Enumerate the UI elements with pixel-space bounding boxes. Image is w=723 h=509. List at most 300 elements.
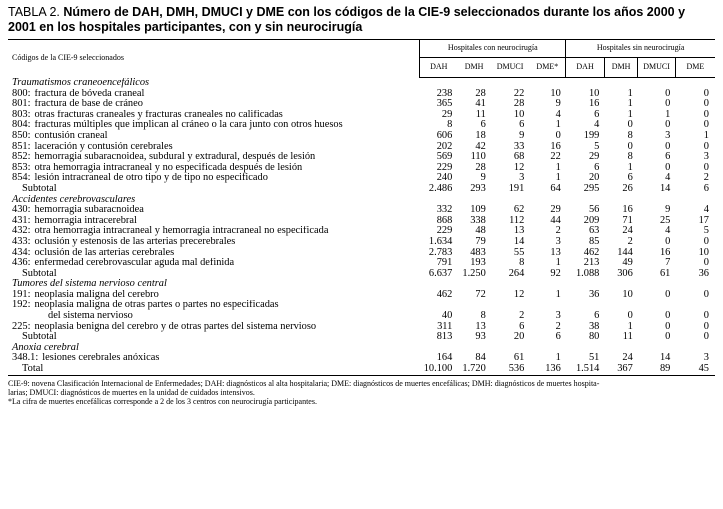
value-cell: 79 [475, 236, 486, 247]
value-cell: 9 [519, 130, 525, 141]
value-cell: 16 [659, 247, 671, 258]
icd-description: otra hemorragia intracraneal y hemorragia intracraneal no especificada [34, 226, 329, 237]
value-cell: 7 [665, 258, 671, 269]
row-label-header: Códigos de la CIE-9 seleccionados [8, 40, 420, 78]
table-row [8, 110, 715, 121]
code-cell [8, 89, 420, 100]
value-cell: 462 [583, 247, 600, 258]
value-cell: 8 [447, 120, 453, 131]
table-row [8, 353, 715, 364]
icd-code: 431: [12, 215, 31, 226]
value-cell: 0 [665, 321, 671, 332]
table-title: Número de DAH, DMH, DMUCI y DME con los códigos de la CIE-9 seleccionados durante los años 2000 y 2001 en los hospitales participantes, con y sin neurocirugía [8, 5, 686, 34]
icd-description: hemorragia intracerebral [34, 215, 137, 226]
value-cell: 0 [665, 141, 671, 152]
icd-code: 348.1: [12, 353, 39, 364]
table-body [8, 78, 715, 376]
code-cell [8, 237, 420, 248]
value-cell: 8 [519, 258, 525, 269]
value-cell: 22 [550, 152, 561, 163]
value-cell: 40 [441, 311, 453, 322]
value-cell: 89 [638, 364, 676, 375]
value-cell: 92 [550, 268, 561, 279]
table-caption [8, 5, 715, 35]
code-cell [8, 142, 420, 153]
category-row [8, 279, 715, 290]
value-cell: 26 [622, 183, 633, 194]
code-cell [8, 120, 420, 131]
icd-code: 436: [12, 258, 31, 269]
value-cell: 0 [703, 332, 709, 343]
value-cell: 6 [480, 120, 486, 131]
value-cell: 6 [594, 162, 600, 173]
value-cell: 483 [470, 247, 486, 258]
value-cell: 8 [627, 130, 633, 141]
column-header: DAH [420, 58, 458, 78]
icd-code: 804: [12, 120, 31, 131]
footnote-dme: *La cifra de muertes encefálicas corresponde a 2 de los 3 centros con neurocirugía participantes. [8, 397, 317, 407]
value-cell: 112 [509, 215, 525, 226]
subtotal-row [8, 269, 715, 280]
value-cell: 12 [513, 162, 525, 173]
value-cell: 0 [665, 332, 671, 343]
value-cell: 1 [555, 353, 561, 364]
value-cell: 44 [550, 215, 561, 226]
value-cell: 5 [703, 226, 709, 237]
icd-description: neoplasia maligna de otras partes o partes no especificadas [34, 300, 279, 311]
footnote-abbreviations: CIE-9: novena Clasificación Internacional de Enfermedades; DAH: diagnósticos al alta hospitalaria; DME: diagnósticos de muertes encefálicas; DMH: diagnósticos de muertes hospita- [8, 378, 600, 388]
value-cell: 6 [594, 109, 600, 120]
value-cell: 229 [436, 162, 453, 173]
empty-cell [491, 300, 530, 311]
value-cell: 0 [703, 99, 709, 110]
value-cell: 93 [475, 332, 486, 343]
value-cell: 1 [627, 88, 633, 99]
value-cell: 29 [550, 205, 561, 216]
value-cell: 10 [513, 109, 525, 120]
value-cell: 1.088 [575, 268, 600, 279]
value-cell: 48 [475, 226, 486, 237]
value-cell: 306 [617, 268, 633, 279]
value-cell: 12 [513, 289, 525, 300]
value-cell: 868 [436, 215, 453, 226]
empty-cell [604, 300, 637, 311]
value-cell: 29 [588, 152, 600, 163]
value-cell: 0 [703, 141, 709, 152]
value-cell: 1 [627, 321, 633, 332]
code-cell [8, 353, 420, 364]
empty-cell [529, 300, 566, 311]
icd-code: 191: [12, 289, 31, 300]
value-cell: 229 [436, 226, 453, 237]
column-header: DME* [529, 58, 566, 78]
empty-cell [420, 300, 458, 311]
column-header: DMUCI [638, 58, 676, 78]
value-cell: 2 [555, 321, 561, 332]
value-cell: 33 [513, 141, 525, 152]
value-cell: 6 [519, 120, 525, 131]
value-cell: 5 [594, 141, 600, 152]
code-cell [8, 322, 420, 333]
category-title: Anoxia cerebral [12, 342, 79, 353]
icd-code: 850: [12, 130, 31, 141]
value-cell: 10 [622, 289, 633, 300]
icd-description: enfermedad cerebrovascular aguda mal definida [34, 258, 235, 269]
value-cell: 136 [529, 364, 566, 375]
value-cell: 8 [627, 152, 633, 163]
value-cell: 213 [583, 258, 600, 269]
icd-code: 852: [12, 152, 31, 163]
value-cell: 17 [698, 215, 709, 226]
value-cell: 144 [617, 247, 633, 258]
value-cell: 1 [555, 120, 561, 131]
value-cell: 0 [703, 258, 709, 269]
value-cell: 4 [665, 226, 671, 237]
subtotal-label: Total [8, 364, 420, 375]
value-cell: 240 [436, 173, 453, 184]
icd-description: lesiones cerebrales anóxicas [42, 353, 160, 364]
value-cell: 6 [519, 321, 525, 332]
icd-description-cont: del sistema nervioso [48, 311, 133, 322]
value-cell: 0 [665, 120, 671, 131]
subtotal-label: Subtotal [22, 183, 57, 194]
value-cell: 11 [475, 109, 486, 120]
empty-cell [566, 300, 605, 311]
value-cell: 1 [627, 162, 633, 173]
value-cell: 64 [550, 183, 561, 194]
table-row [8, 300, 715, 311]
icd-description: lesión intracraneal de otro tipo y de tipo no especificado [34, 173, 268, 184]
value-cell: 199 [583, 130, 600, 141]
value-cell: 0 [627, 311, 633, 322]
value-cell: 0 [665, 99, 671, 110]
table-row [8, 258, 715, 269]
value-cell: 202 [436, 141, 453, 152]
value-cell: 20 [513, 332, 525, 343]
value-cell: 1 [555, 258, 561, 269]
footnotes [8, 379, 715, 407]
code-cell [8, 163, 420, 174]
value-cell: 295 [583, 183, 600, 194]
value-cell: 0 [627, 141, 633, 152]
value-cell: 6 [594, 311, 600, 322]
icd-description: otra hemorragia intracraneal y no especificada después de lesión [34, 162, 303, 173]
group-header-without-neurosurgery: Hospitales sin neurocirugía [566, 40, 715, 58]
value-cell: 0 [665, 311, 671, 322]
value-cell: 238 [436, 88, 453, 99]
code-cell [8, 152, 420, 163]
value-cell: 2.486 [428, 183, 453, 194]
value-cell: 42 [475, 141, 486, 152]
table-row [8, 205, 715, 216]
icd-description: fractura de bóveda craneal [34, 88, 145, 99]
code-cell [8, 258, 420, 269]
code-cell [8, 300, 420, 311]
value-cell: 13 [513, 226, 525, 237]
value-cell: 311 [437, 321, 453, 332]
value-cell: 36 [698, 268, 709, 279]
table-row-continuation [8, 311, 715, 322]
icd-code: 225: [12, 321, 31, 332]
icd-description: hemorragia subaracnoidea, subdural y extradural, después de lesión [34, 152, 316, 163]
data-table [8, 39, 715, 376]
value-cell: 293 [470, 183, 486, 194]
group-header-with-neurosurgery: Hospitales con neurocirugía [420, 40, 566, 58]
value-cell: 14 [659, 353, 671, 364]
table-row [8, 226, 715, 237]
value-cell: 51 [588, 353, 600, 364]
total-row [8, 364, 715, 375]
value-cell: 29 [441, 109, 453, 120]
value-cell: 1 [665, 109, 671, 120]
icd-description: neoplasia benigna del cerebro y de otras partes del sistema nervioso [34, 321, 317, 332]
value-cell: 6 [665, 152, 671, 163]
value-cell: 2.783 [428, 247, 453, 258]
icd-code: 803: [12, 109, 31, 120]
column-header: DMH [604, 58, 637, 78]
table-number: TABLA 2. [8, 5, 60, 19]
value-cell: 61 [513, 353, 525, 364]
value-cell: 164 [436, 353, 453, 364]
value-cell: 24 [622, 353, 633, 364]
code-cell [8, 99, 420, 110]
value-cell: 38 [588, 321, 600, 332]
value-cell: 569 [436, 152, 453, 163]
table-row [8, 89, 715, 100]
value-cell: 1 [627, 99, 633, 110]
table-row [8, 173, 715, 184]
footnote-abbreviations-cont: larias; DMUCI: diagnósticos de muertes en la unidad de cuidados intensivos. [8, 387, 255, 397]
table-row [8, 216, 715, 227]
value-cell: 264 [508, 268, 525, 279]
table-row [8, 163, 715, 174]
value-cell: 11 [622, 332, 633, 343]
value-cell: 84 [475, 353, 486, 364]
value-cell: 606 [436, 130, 453, 141]
value-cell: 63 [588, 226, 600, 237]
value-cell: 61 [659, 268, 671, 279]
code-cell [8, 248, 420, 259]
value-cell: 25 [659, 215, 671, 226]
value-cell: 2 [627, 236, 633, 247]
table-row [8, 142, 715, 153]
value-cell: 62 [513, 205, 525, 216]
value-cell: 1 [703, 130, 709, 141]
column-header: DMH [457, 58, 490, 78]
value-cell: 3 [555, 236, 561, 247]
icd-code: 192: [12, 300, 31, 311]
value-cell: 0 [703, 321, 709, 332]
icd-description: oclusión de las arterias cerebrales [34, 247, 175, 258]
column-header: DME [675, 58, 715, 78]
value-cell: 10.100 [420, 364, 458, 375]
value-cell: 813 [436, 332, 453, 343]
value-cell: 462 [436, 289, 453, 300]
icd-description: fracturas múltiples que implican al cráneo o la cara junto con otros huesos [34, 120, 343, 131]
empty-cell [675, 300, 715, 311]
table-row [8, 248, 715, 259]
code-cell [8, 205, 420, 216]
subtotal-row [8, 332, 715, 343]
code-cell [8, 290, 420, 301]
value-cell: 1 [627, 109, 633, 120]
value-cell: 14 [659, 183, 671, 194]
value-cell: 71 [622, 215, 633, 226]
icd-code: 433: [12, 236, 31, 247]
value-cell: 365 [436, 99, 453, 110]
value-cell: 6 [555, 332, 561, 343]
value-cell: 0 [665, 88, 671, 99]
value-cell: 536 [491, 364, 530, 375]
icd-code: 430: [12, 205, 31, 216]
icd-code: 800: [12, 88, 31, 99]
category-title: Traumatismos craneoencefálicos [12, 77, 150, 88]
code-cell [8, 226, 420, 237]
value-cell: 191 [508, 183, 525, 194]
value-cell: 332 [436, 205, 453, 216]
value-cell: 1.250 [462, 268, 486, 279]
table-row [8, 120, 715, 131]
column-header: DMUCI [491, 58, 530, 78]
value-cell: 28 [475, 162, 486, 173]
code-cell [8, 110, 420, 121]
code-cell [8, 216, 420, 227]
category-row [8, 343, 715, 354]
value-cell: 10 [698, 247, 709, 258]
value-cell: 0 [703, 162, 709, 173]
table-figure [8, 5, 715, 407]
value-cell: 9 [665, 205, 671, 216]
value-cell: 9 [480, 173, 486, 184]
value-cell: 4 [665, 173, 671, 184]
table-row [8, 290, 715, 301]
value-cell: 4 [703, 205, 709, 216]
value-cell: 56 [588, 205, 600, 216]
value-cell: 0 [703, 311, 709, 322]
value-cell: 8 [480, 311, 486, 322]
value-cell: 3 [665, 130, 671, 141]
value-cell: 4 [594, 120, 600, 131]
value-cell: 2 [703, 173, 709, 184]
header-group-row [8, 40, 715, 58]
value-cell: 6.637 [428, 268, 453, 279]
value-cell: 0 [703, 88, 709, 99]
value-cell: 1 [555, 162, 561, 173]
empty-cell [638, 300, 676, 311]
value-cell: 16 [588, 99, 600, 110]
category-row [8, 78, 715, 89]
value-cell: 24 [622, 226, 633, 237]
value-cell: 1.634 [428, 236, 453, 247]
value-cell: 45 [675, 364, 715, 375]
value-cell: 14 [513, 236, 525, 247]
value-cell: 72 [475, 289, 486, 300]
value-cell: 3 [703, 353, 709, 364]
value-cell: 36 [588, 289, 600, 300]
value-cell: 68 [513, 152, 525, 163]
value-cell: 209 [583, 215, 600, 226]
icd-description: otras fracturas craneales y fracturas craneales no calificadas [34, 109, 283, 120]
value-cell: 3 [703, 152, 709, 163]
value-cell: 6 [703, 183, 709, 194]
value-cell: 0 [665, 289, 671, 300]
value-cell: 3 [519, 173, 525, 184]
value-cell: 3 [555, 311, 561, 322]
value-cell: 4 [555, 109, 561, 120]
value-cell: 16 [622, 205, 633, 216]
code-cell [8, 173, 420, 184]
value-cell: 20 [588, 173, 600, 184]
value-cell: 0 [703, 120, 709, 131]
category-title: Accidentes cerebrovasculares [12, 194, 136, 205]
table-row [8, 131, 715, 142]
value-cell: 41 [475, 99, 486, 110]
value-cell: 10 [588, 88, 600, 99]
icd-description: oclusión y estenosis de las arterias precerebrales [34, 236, 236, 247]
icd-code: 801: [12, 99, 31, 110]
value-cell: 1.514 [566, 364, 605, 375]
value-cell: 110 [470, 152, 486, 163]
table-row [8, 322, 715, 333]
value-cell: 18 [475, 130, 486, 141]
category-row [8, 195, 715, 206]
value-cell: 10 [550, 88, 561, 99]
value-cell: 0 [665, 236, 671, 247]
value-cell: 13 [550, 247, 561, 258]
value-cell: 193 [470, 258, 486, 269]
icd-description: laceración y contusión cerebrales [34, 141, 173, 152]
icd-code: 854: [12, 173, 31, 184]
code-cell [8, 131, 420, 142]
icd-code: 434: [12, 247, 31, 258]
column-header: DAH [566, 58, 605, 78]
value-cell: 0 [627, 120, 633, 131]
value-cell: 0 [665, 162, 671, 173]
value-cell: 0 [703, 289, 709, 300]
icd-code: 851: [12, 141, 31, 152]
value-cell: 2 [555, 226, 561, 237]
value-cell: 1.720 [457, 364, 490, 375]
value-cell: 0 [703, 109, 709, 120]
subtotal-label: Subtotal [22, 332, 57, 343]
value-cell: 0 [703, 236, 709, 247]
value-cell: 367 [604, 364, 637, 375]
value-cell: 1 [555, 173, 561, 184]
table-row [8, 237, 715, 248]
icd-description: contusión craneal [34, 130, 108, 141]
category-title: Tumores del sistema nervioso central [12, 279, 167, 290]
subtotal-row [8, 184, 715, 195]
value-cell: 1 [555, 289, 561, 300]
table-row [8, 99, 715, 110]
value-cell: 791 [436, 258, 453, 269]
value-cell: 80 [588, 332, 600, 343]
value-cell: 16 [550, 141, 561, 152]
value-cell: 109 [470, 205, 486, 216]
icd-description: hemorragia subaracnoidea [34, 205, 144, 216]
value-cell: 338 [470, 215, 486, 226]
icd-description: neoplasia maligna del cerebro [34, 289, 159, 300]
value-cell: 28 [513, 99, 525, 110]
value-cell: 9 [555, 99, 561, 110]
value-cell: 2 [519, 311, 525, 322]
icd-code: 432: [12, 226, 31, 237]
empty-cell [457, 300, 490, 311]
value-cell: 0 [555, 130, 561, 141]
icd-description: fractura de base de cráneo [34, 99, 143, 110]
value-cell: 85 [588, 236, 600, 247]
value-cell: 6 [627, 173, 633, 184]
